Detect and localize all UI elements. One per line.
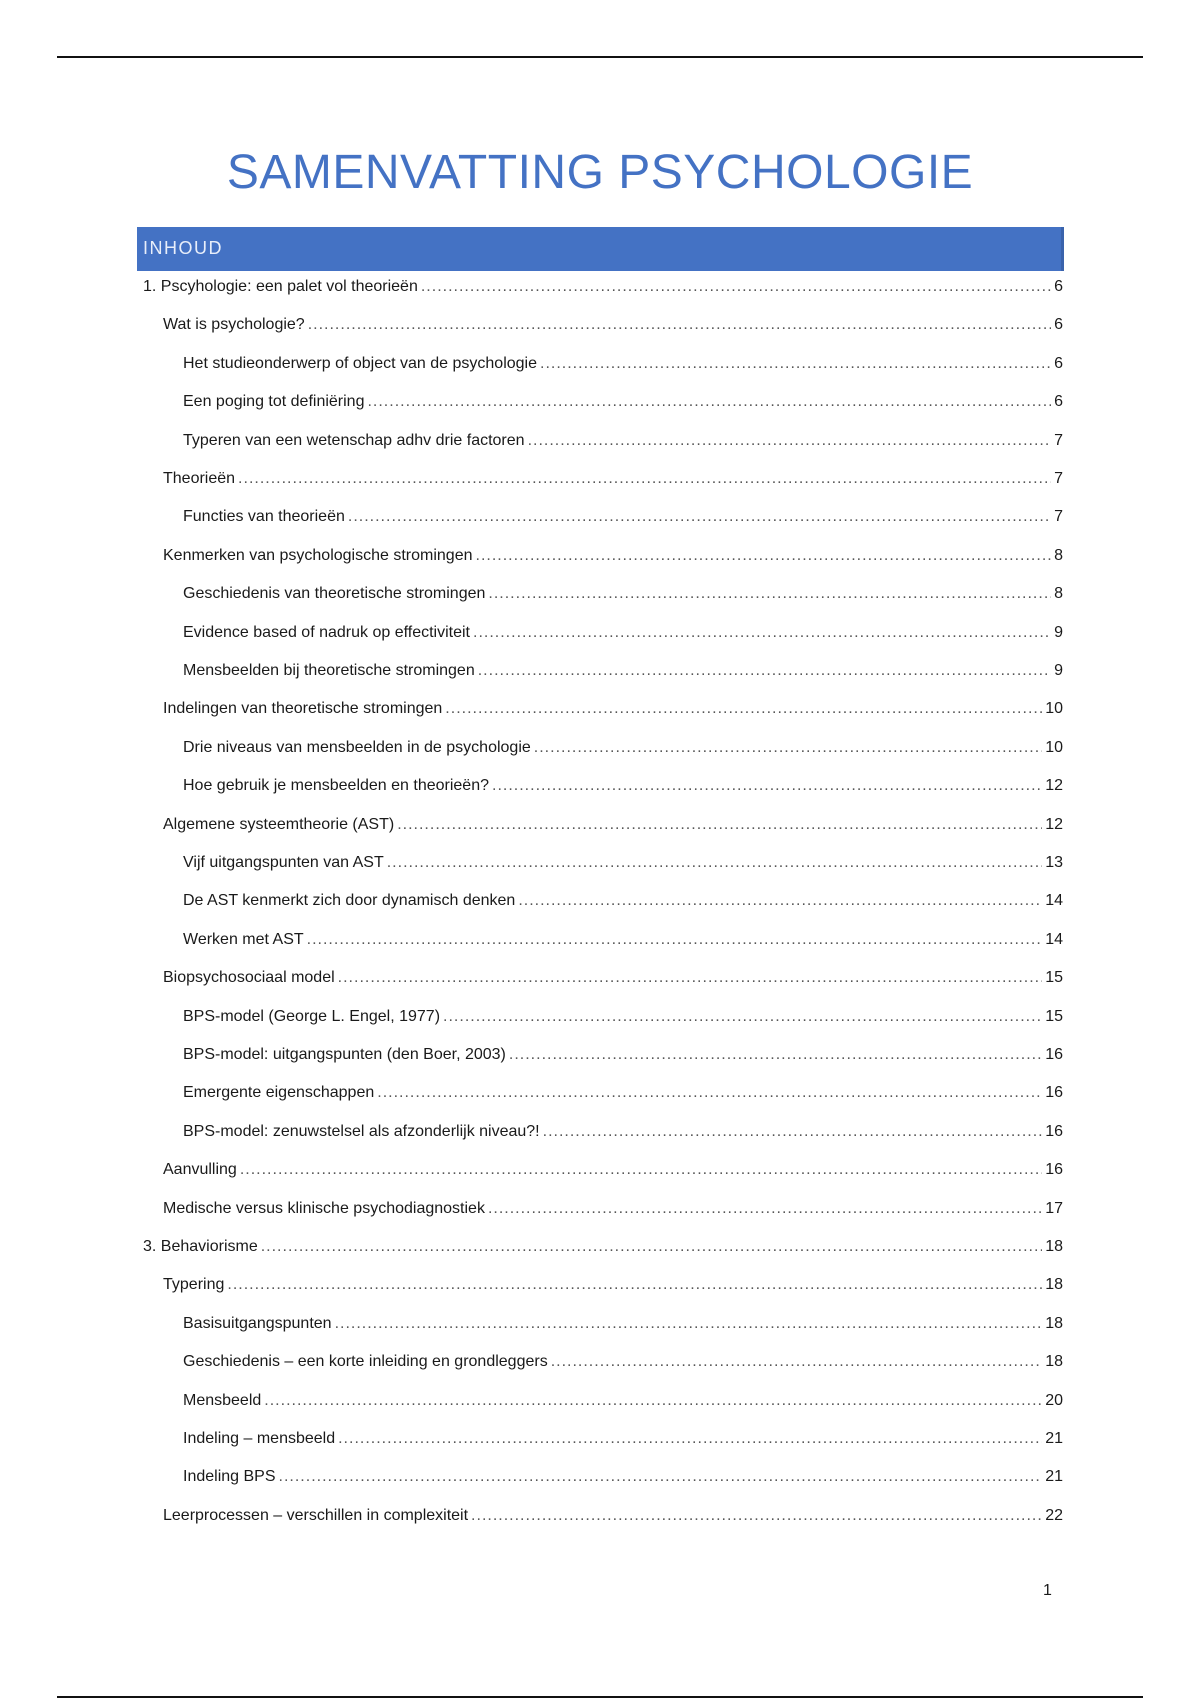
toc-entry-label: Geschiedenis – een korte inleiding en grondleggers (183, 1353, 548, 1370)
toc-leader-dots (348, 508, 1051, 526)
toc-entry[interactable] (183, 739, 1063, 769)
toc-entry[interactable] (163, 470, 1063, 500)
toc-entry-page: 13 (1045, 854, 1063, 871)
toc-entry-label: Indelingen van theoretische stromingen (163, 700, 443, 717)
toc-entry[interactable] (183, 662, 1063, 692)
toc-leader-dots (387, 854, 1042, 872)
toc-entry-label: Wat is psychologie? (163, 316, 305, 333)
toc-leader-dots (492, 777, 1042, 795)
toc-entry[interactable] (183, 1392, 1063, 1422)
toc-entry-label: Geschiedenis van theoretische stromingen (183, 585, 486, 602)
toc-entry-label: Hoe gebruik je mensbeelden en theorieën? (183, 777, 489, 794)
toc-entry[interactable] (163, 1161, 1063, 1191)
toc-entry-label: Werken met AST (183, 931, 304, 948)
toc-entry-page: 10 (1045, 700, 1063, 717)
toc-entry-page: 18 (1045, 1238, 1063, 1255)
toc-entry-page: 16 (1045, 1123, 1063, 1140)
toc-entry-label: Indeling – mensbeeld (183, 1430, 336, 1447)
toc-entry[interactable] (163, 816, 1063, 846)
toc-entry-label: De AST kenmerkt zich door dynamisch denken (183, 892, 516, 909)
toc-leader-dots (528, 432, 1052, 450)
toc-heading: INHOUD (143, 238, 223, 258)
toc-leader-dots (279, 1468, 1043, 1486)
toc-entry-label: Indeling BPS (183, 1468, 276, 1485)
toc-leader-dots (367, 393, 1051, 411)
toc-entry-label: Medische versus klinische psychodiagnostiek (163, 1200, 485, 1217)
toc-entry-page: 14 (1045, 892, 1063, 909)
toc-leader-dots (307, 931, 1043, 949)
toc-entry-page: 6 (1054, 393, 1063, 410)
toc-leader-dots (261, 1238, 1042, 1256)
toc-leader-dots (509, 1046, 1042, 1064)
toc-entry[interactable] (183, 854, 1063, 884)
toc-leader-dots (338, 969, 1043, 987)
toc-entry-page: 12 (1045, 777, 1063, 794)
toc-entry-label: Functies van theorieën (183, 508, 345, 525)
toc-entry[interactable] (163, 316, 1063, 346)
toc-entry-page: 6 (1054, 355, 1063, 372)
toc-entry[interactable] (183, 1468, 1063, 1498)
footer-rule (57, 1696, 1143, 1698)
toc-leader-dots (308, 316, 1051, 334)
toc-leader-dots (238, 470, 1051, 488)
toc-leader-dots (473, 624, 1051, 642)
toc-entry-page: 16 (1045, 1046, 1063, 1063)
toc-entry[interactable] (163, 700, 1063, 730)
toc-entry[interactable] (183, 931, 1063, 961)
toc-leader-dots (338, 1430, 1042, 1448)
toc-entry[interactable] (183, 892, 1063, 922)
toc-entry-page: 21 (1045, 1468, 1063, 1485)
toc-entry-page: 8 (1054, 547, 1063, 564)
document-title: SAMENVATTING PSYCHOLOGIE (226, 146, 974, 199)
toc-entry[interactable] (183, 508, 1063, 538)
toc-entry-page: 7 (1054, 508, 1063, 525)
toc-leader-dots (471, 1507, 1042, 1525)
toc-leader-dots (488, 585, 1051, 603)
toc-entry[interactable] (183, 585, 1063, 615)
toc-entry[interactable] (183, 355, 1063, 385)
toc-entry-label: Kenmerken van psychologische stromingen (163, 547, 473, 564)
toc-entry[interactable] (183, 1353, 1063, 1383)
toc-entry-label: Mensbeelden bij theoretische stromingen (183, 662, 475, 679)
toc-entry-page: 18 (1045, 1353, 1063, 1370)
toc-entry-page: 6 (1054, 316, 1063, 333)
toc-leader-dots (264, 1392, 1042, 1410)
toc-entry-page: 22 (1045, 1507, 1063, 1524)
toc-entry[interactable] (183, 1046, 1063, 1076)
toc-entry-page: 15 (1045, 969, 1063, 986)
toc-entry-page: 9 (1054, 624, 1063, 641)
toc-leader-dots (240, 1161, 1042, 1179)
toc-entry-page: 16 (1045, 1161, 1063, 1178)
toc-leader-dots (377, 1084, 1042, 1102)
toc-entry[interactable] (183, 1123, 1063, 1153)
toc-leader-dots (476, 547, 1052, 565)
toc-entry-label: Biopsychosociaal model (163, 969, 335, 986)
toc-entry-label: BPS-model (George L. Engel, 1977) (183, 1008, 441, 1025)
toc-entry-page: 8 (1054, 585, 1063, 602)
toc-entry-label: Emergente eigenschappen (183, 1084, 375, 1101)
toc-entry[interactable] (183, 1430, 1063, 1460)
toc-leader-dots (478, 662, 1051, 680)
toc-leader-dots (445, 700, 1042, 718)
toc-entry-label: Vijf uitgangspunten van AST (183, 854, 384, 871)
toc-leader-dots (543, 1123, 1043, 1141)
toc-entry[interactable] (183, 393, 1063, 423)
toc-entry-page: 12 (1045, 816, 1063, 833)
toc-entry-label: BPS-model: zenuwstelsel als afzonderlijk niveau?! (183, 1123, 540, 1140)
toc-entry-label: Algemene systeemtheorie (AST) (163, 816, 395, 833)
toc-entry-page: 10 (1045, 739, 1063, 756)
toc-entry-label: Evidence based of nadruk op effectiviteit (183, 624, 470, 641)
toc-entry[interactable] (163, 1200, 1063, 1230)
toc-entry-page: 21 (1045, 1430, 1063, 1447)
toc-entry[interactable] (143, 1238, 1063, 1268)
toc-leader-dots (227, 1276, 1042, 1294)
toc-leader-dots (335, 1315, 1043, 1333)
toc-entry[interactable] (183, 624, 1063, 654)
toc-leader-dots (443, 1008, 1042, 1026)
toc-entry-label: Typering (163, 1276, 225, 1293)
toc-entry-page: 14 (1045, 931, 1063, 948)
toc-entry-label: Het studieonderwerp of object van de psychologie (183, 355, 537, 372)
toc-entry[interactable] (183, 1315, 1063, 1345)
toc-entry-page: 18 (1045, 1315, 1063, 1332)
toc-entry-page: 7 (1054, 432, 1063, 449)
toc-entry-label: Aanvulling (163, 1161, 237, 1178)
toc-entry-label: Theorieën (163, 470, 236, 487)
toc-leader-dots (421, 278, 1051, 296)
toc-entry-label: 1. Pscyhologie: een palet vol theorieën (143, 278, 418, 295)
toc-entry[interactable] (183, 432, 1063, 462)
toc-entry[interactable] (163, 1276, 1063, 1306)
toc-leader-dots (540, 355, 1051, 373)
toc-entry-page: 7 (1054, 470, 1063, 487)
toc-entry-page: 17 (1045, 1200, 1063, 1217)
toc-entry-label: Leerprocessen – verschillen in complexiteit (163, 1507, 469, 1524)
toc-heading-band (137, 227, 1064, 271)
header-rule (57, 56, 1143, 58)
toc-leader-dots (488, 1200, 1042, 1218)
toc-entry[interactable] (143, 278, 1063, 308)
toc-leader-dots (551, 1353, 1043, 1371)
toc-entry-label: Basisuitgangspunten (183, 1315, 332, 1332)
toc-entry[interactable] (183, 1008, 1063, 1038)
toc-entry-label: Typeren van een wetenschap adhv drie factoren (183, 432, 525, 449)
toc-leader-dots (534, 739, 1042, 757)
toc-entry[interactable] (163, 1507, 1063, 1537)
toc-entry-page: 18 (1045, 1276, 1063, 1293)
toc-entry-label: 3. Behaviorisme (143, 1238, 258, 1255)
page-number: 1 (1043, 1582, 1052, 1599)
toc-entry-page: 6 (1054, 278, 1063, 295)
toc-leader-dots (397, 816, 1042, 834)
toc-entry-label: Drie niveaus van mensbeelden in de psychologie (183, 739, 531, 756)
toc-entry-page: 9 (1054, 662, 1063, 679)
toc-entry-label: Mensbeeld (183, 1392, 262, 1409)
toc-leader-dots (518, 892, 1042, 910)
toc-entry-label: BPS-model: uitgangspunten (den Boer, 2003) (183, 1046, 506, 1063)
toc-entry[interactable] (183, 1084, 1063, 1114)
toc-entry[interactable] (163, 547, 1063, 577)
toc-entry-page: 15 (1045, 1008, 1063, 1025)
toc-entry-page: 16 (1045, 1084, 1063, 1101)
toc-entry-page: 20 (1045, 1392, 1063, 1409)
toc-entry[interactable] (183, 777, 1063, 807)
toc-entry[interactable] (163, 969, 1063, 999)
toc-entry-label: Een poging tot definiëring (183, 393, 365, 410)
